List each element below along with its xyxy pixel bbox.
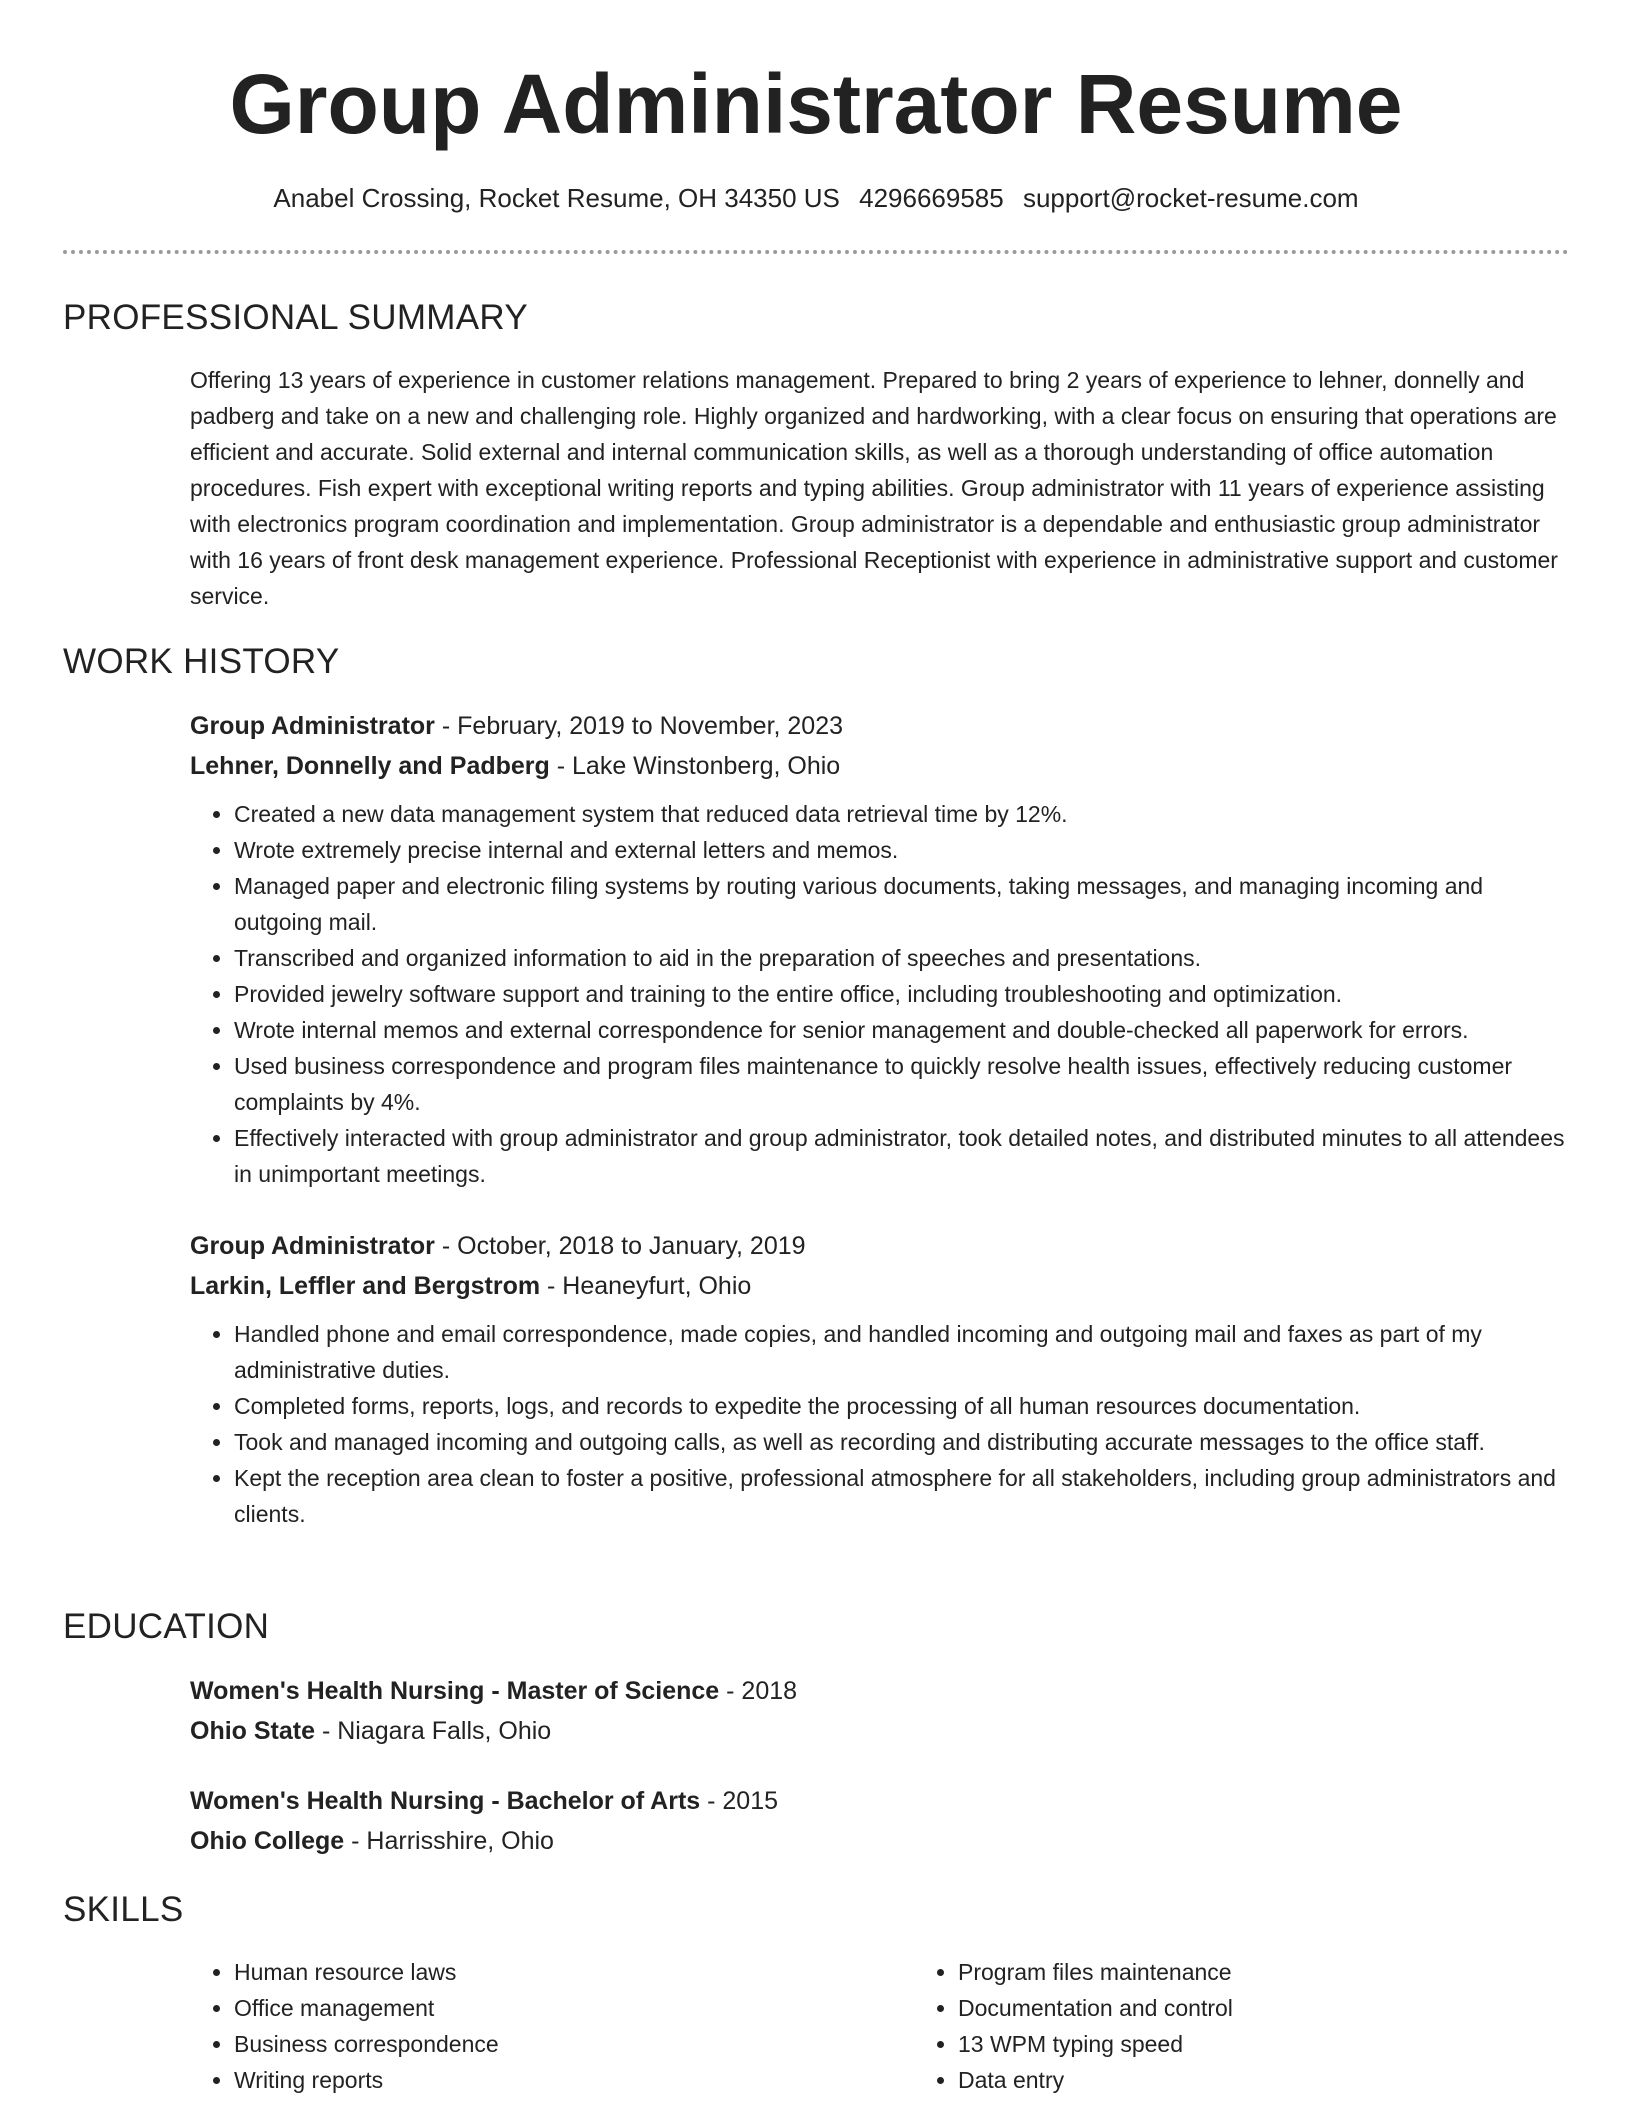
job-bullet: • Handled phone and email correspondence, made copies, and handled incoming and outgoing mail and faxes as part of my administrative duties. — [234, 1316, 1569, 1388]
job-location: - Lake Winstonberg, Ohio — [549, 752, 841, 780]
job-company: Larkin, Leffler and Bergstrom — [190, 1272, 541, 1300]
resume-title: Group Administrator Resume — [229, 57, 1403, 151]
contact-phone: 4296669585 — [859, 183, 1004, 213]
job-title: Group Administrator — [190, 712, 435, 740]
job-bullet: • Kept the reception area clean to foster a positive, professional atmosphere for all stakeholders, including group administrators and clients. — [234, 1460, 1569, 1532]
job-entry — [190, 1226, 1569, 1532]
skills-section — [63, 1888, 1569, 2098]
education-school-line — [190, 1711, 1569, 1751]
education-year: - 2015 — [700, 1787, 779, 1815]
job-title-line — [190, 706, 1569, 746]
education-school-line — [190, 1821, 1569, 1861]
header-divider — [63, 250, 1569, 254]
job-bullet: • Took and managed incoming and outgoing calls, as well as recording and distributing accurate messages to the office staff. — [234, 1424, 1569, 1460]
skill-item: • Program files maintenance — [958, 1954, 1558, 1990]
skill-item: • Office management — [234, 1990, 914, 2026]
education-degree-line — [190, 1671, 1569, 1711]
job-bullet: • Transcribed and organized information to aid in the preparation of speeches and presentations. — [234, 940, 1569, 976]
job-company: Lehner, Donnelly and Padberg — [190, 752, 550, 780]
job-company-line — [190, 1266, 1569, 1306]
skill-item: • Documentation and control — [958, 1990, 1558, 2026]
job-entry — [190, 706, 1569, 1192]
education-entry — [190, 1781, 1569, 1861]
skills-list-right — [914, 1954, 1558, 2098]
job-bullet: • Managed paper and electronic filing systems by routing various documents, taking messages, and managing incoming and outgoing mail. — [234, 868, 1569, 940]
job-bullets — [190, 796, 1569, 1192]
skills-list-left — [190, 1954, 914, 2098]
summary-section — [63, 296, 1569, 614]
skill-item: • Human resource laws — [234, 1954, 914, 1990]
education-location: - Harrisshire, Ohio — [344, 1827, 554, 1855]
education-school: Ohio College — [190, 1827, 345, 1855]
education-degree-line — [190, 1781, 1569, 1821]
education-entry — [190, 1671, 1569, 1751]
skills-columns — [190, 1954, 1569, 2098]
skill-item: • Business correspondence — [234, 2026, 914, 2062]
job-dates: - October, 2018 to January, 2019 — [434, 1232, 806, 1260]
work-history-heading: WORK HISTORY — [63, 642, 340, 681]
job-bullet: • Created a new data management system that reduced data retrieval time by 12%. — [234, 796, 1569, 832]
skill-item: • Data entry — [958, 2062, 1558, 2098]
job-company-line — [190, 746, 1569, 786]
education-location: - Niagara Falls, Ohio — [315, 1717, 552, 1745]
education-degree: Women's Health Nursing - Bachelor of Arts — [190, 1787, 701, 1815]
work-history-section — [63, 640, 1569, 1532]
education-degree: Women's Health Nursing - Master of Science — [190, 1677, 720, 1705]
contact-address: Anabel Crossing, Rocket Resume, OH 34350 US — [273, 183, 840, 213]
summary-heading: PROFESSIONAL SUMMARY — [63, 298, 528, 337]
education-heading: EDUCATION — [63, 1607, 270, 1646]
education-year: - 2018 — [719, 1677, 798, 1705]
contact-email: support@rocket-resume.com — [1022, 183, 1359, 213]
skills-heading: SKILLS — [63, 1890, 184, 1929]
skill-item: • 13 WPM typing speed — [958, 2026, 1558, 2062]
job-title: Group Administrator — [190, 1232, 435, 1260]
job-bullet: • Wrote extremely precise internal and external letters and memos. — [234, 832, 1569, 868]
education-section — [63, 1605, 1569, 1861]
job-bullet: • Effectively interacted with group administrator and group administrator, took detailed notes, and distributed minutes to all attendees in unimportant meetings. — [234, 1120, 1569, 1192]
summary-text: Offering 13 years of experience in customer relations management. Prepared to bring 2 years of experience to lehner, donnelly and padberg and take on a new and challenging role. Highly organized and hardworking, with a clear focus on ensuring that operations are efficient and accurate. Solid external and internal communication skills, as well as a thorough understanding of office automation procedures. Fish expert with exceptional writing reports and typing abilities. Group administrator with 11 years of experience assisting with electronics program coordination and implementation. Group administrator is a dependable and enthusiastic group administrator with 16 years of front desk management experience. Professional Receptionist with experience in administrative support and customer service. — [190, 367, 1558, 609]
skill-item: • Writing reports — [234, 2062, 914, 2098]
job-bullets — [190, 1316, 1569, 1532]
job-bullet: • Provided jewelry software support and training to the entire office, including troubleshooting and optimization. — [234, 976, 1569, 1012]
job-bullet: • Completed forms, reports, logs, and records to expedite the processing of all human resources documentation. — [234, 1388, 1569, 1424]
education-school: Ohio State — [190, 1717, 316, 1745]
job-dates: - February, 2019 to November, 2023 — [434, 712, 844, 740]
contact-line — [0, 180, 1632, 216]
job-location: - Heaneyfurt, Ohio — [540, 1272, 752, 1300]
job-bullet: • Wrote internal memos and external correspondence for senior management and double-checked all paperwork for errors. — [234, 1012, 1569, 1048]
job-bullet: • Used business correspondence and program files maintenance to quickly resolve health issues, effectively reducing customer complaints by 4%. — [234, 1048, 1569, 1120]
job-title-line — [190, 1226, 1569, 1266]
